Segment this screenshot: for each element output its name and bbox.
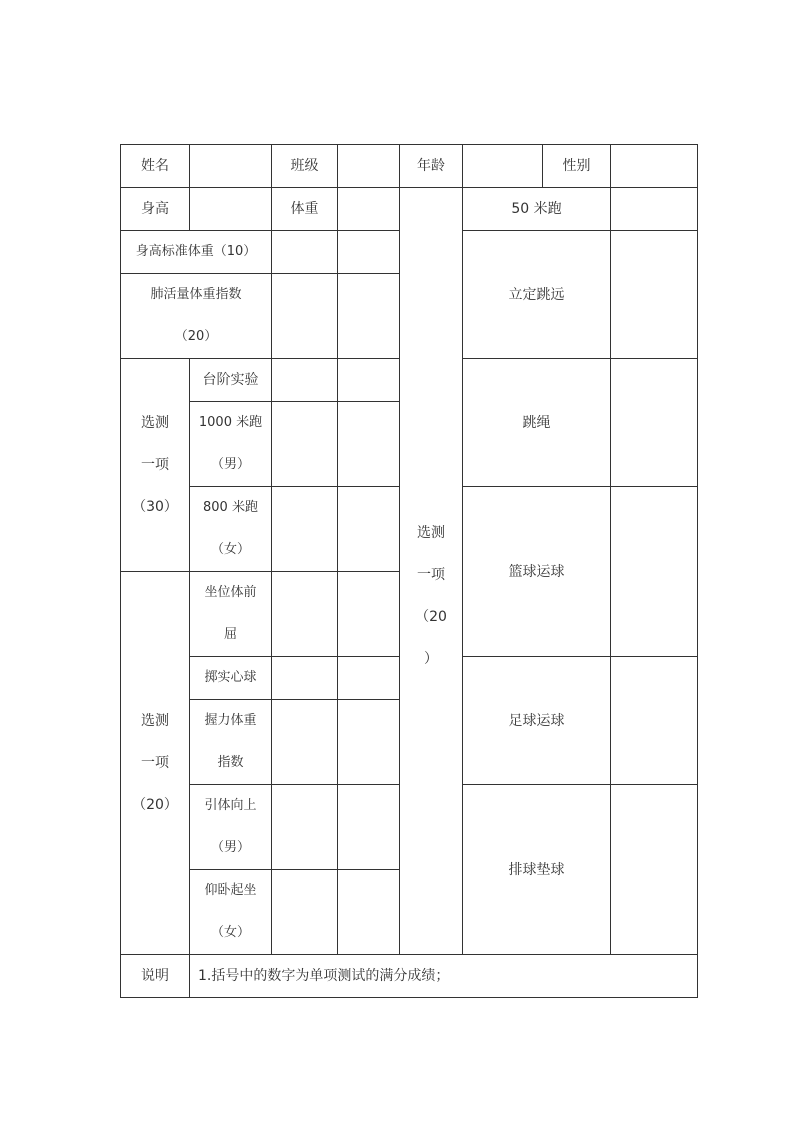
situp-line2: （女） <box>210 925 250 940</box>
grip-field[interactable] <box>272 700 338 785</box>
name-label: 姓名 <box>121 145 190 188</box>
grip-line1: 握力体重 <box>204 713 257 728</box>
run800-field[interactable] <box>272 487 338 572</box>
standard-weight-field[interactable] <box>272 231 338 274</box>
group2-label <box>121 572 190 955</box>
grip-score[interactable] <box>338 700 400 785</box>
sprint50-field[interactable] <box>611 188 698 231</box>
basketball-label: 篮球运球 <box>463 487 611 657</box>
situp-field[interactable] <box>272 870 338 955</box>
step-test-score[interactable] <box>338 359 400 402</box>
class-field[interactable] <box>338 145 400 188</box>
vital-capacity-line2: （20） <box>174 329 218 344</box>
sit-reach-line2: 屈 <box>223 627 237 642</box>
situp-score[interactable] <box>338 870 400 955</box>
fitness-test-form <box>120 144 698 998</box>
medicine-ball-label: 掷实心球 <box>190 657 272 700</box>
run1000-label <box>190 402 272 487</box>
weight-label: 体重 <box>272 188 338 231</box>
volleyball-field[interactable] <box>611 785 698 955</box>
note-label: 说明 <box>121 955 190 998</box>
right-group-label-line3: （20 <box>415 609 447 625</box>
run800-line1: 800 米跑 <box>203 500 258 515</box>
sit-reach-field[interactable] <box>272 572 338 657</box>
right-group-label-line4: ） <box>424 651 438 667</box>
standard-weight-score[interactable] <box>338 231 400 274</box>
football-label: 足球运球 <box>463 657 611 785</box>
height-field[interactable] <box>190 188 272 231</box>
right-group-label-line2: 一项 <box>417 567 445 583</box>
rope-skip-field[interactable] <box>611 359 698 487</box>
grip-label <box>190 700 272 785</box>
vital-capacity-label <box>121 274 272 359</box>
age-label: 年龄 <box>400 145 463 188</box>
sprint50-label: 50 米跑 <box>463 188 611 231</box>
group2-label-line3: （20） <box>132 797 178 813</box>
vital-capacity-score[interactable] <box>338 274 400 359</box>
medicine-ball-score[interactable] <box>338 657 400 700</box>
basketball-field[interactable] <box>611 487 698 657</box>
grip-line2: 指数 <box>217 755 244 770</box>
sit-reach-line1: 坐位体前 <box>204 585 257 600</box>
gender-label: 性别 <box>543 145 611 188</box>
right-group-label-line1: 选测 <box>417 525 445 541</box>
run800-score[interactable] <box>338 487 400 572</box>
volleyball-label: 排球垫球 <box>463 785 611 955</box>
pullup-line1: 引体向上 <box>204 798 257 813</box>
run1000-field[interactable] <box>272 402 338 487</box>
vital-capacity-field[interactable] <box>272 274 338 359</box>
sit-reach-label <box>190 572 272 657</box>
group2-label-line2: 一项 <box>141 755 169 771</box>
weight-field[interactable] <box>338 188 400 231</box>
rope-skip-label: 跳绳 <box>463 359 611 487</box>
vital-capacity-line1: 肺活量体重指数 <box>150 287 242 302</box>
football-field[interactable] <box>611 657 698 785</box>
class-label: 班级 <box>272 145 338 188</box>
note-text: 1.括号中的数字为单项测试的满分成绩； <box>190 955 698 998</box>
run800-line2: （女） <box>210 542 250 557</box>
group1-label-line3: （30） <box>132 499 178 515</box>
group1-label <box>121 359 190 572</box>
pullup-field[interactable] <box>272 785 338 870</box>
step-test-field[interactable] <box>272 359 338 402</box>
group2-label-line1: 选测 <box>141 713 169 729</box>
gender-field[interactable] <box>611 145 698 188</box>
pullup-score[interactable] <box>338 785 400 870</box>
standard-weight-label: 身高标准体重（10） <box>121 231 272 274</box>
group1-label-line1: 选测 <box>141 415 169 431</box>
step-test-label: 台阶实验 <box>190 359 272 402</box>
name-field[interactable] <box>190 145 272 188</box>
medicine-ball-field[interactable] <box>272 657 338 700</box>
long-jump-field[interactable] <box>611 231 698 359</box>
long-jump-label: 立定跳远 <box>463 231 611 359</box>
situp-line1: 仰卧起坐 <box>204 883 257 898</box>
pullup-line2: （男） <box>210 840 250 855</box>
group1-label-line2: 一项 <box>141 457 169 473</box>
height-label: 身高 <box>121 188 190 231</box>
run1000-line1: 1000 米跑 <box>198 415 263 430</box>
age-field[interactable] <box>463 145 543 188</box>
run800-label <box>190 487 272 572</box>
situp-label <box>190 870 272 955</box>
run1000-score[interactable] <box>338 402 400 487</box>
right-group-label <box>400 188 463 955</box>
pullup-label <box>190 785 272 870</box>
run1000-line2: （男） <box>210 457 250 472</box>
sit-reach-score[interactable] <box>338 572 400 657</box>
